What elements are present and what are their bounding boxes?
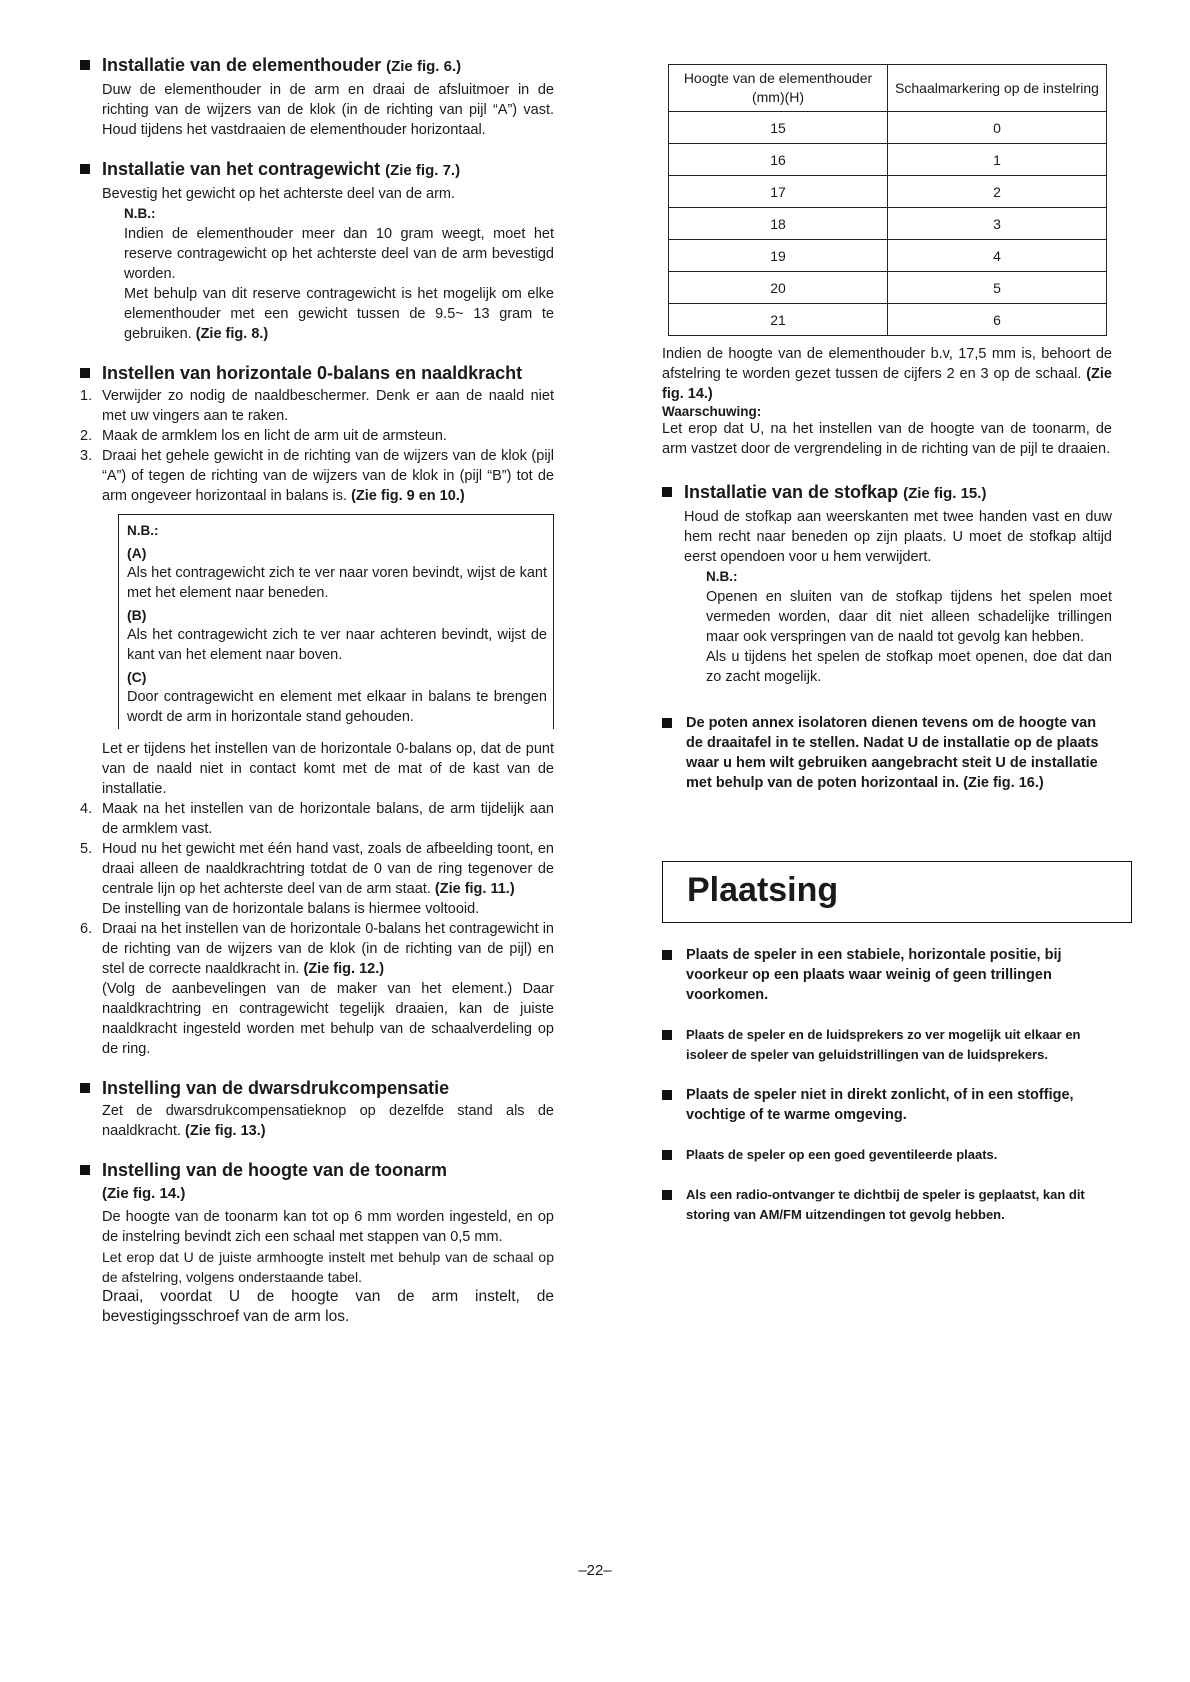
list-item: 5. Houd nu het gewicht met één hand vast, zoals de afbeelding toont, en draai alleen de naaldkrachtring totdat de 0 van de ring tegenover de centrale lijn op het achterste deel van de arm staat. (Zie fig. 11.) De instelling van de horizontale balans is hiermee voltooid. [80,841,554,917]
nb-text: Als u tijdens het spelen de stofkap moet openen, doe dat dan zo zacht mogelijk. [706,649,1112,685]
nb-text: Met behulp van dit reserve contragewicht is het mogelijk om elke elementhouder met een gewicht tussen de 9.5~ 13 gram te gebruiken. (Zie fig. 8.) [124,286,554,342]
nb-text: Indien de elementhouder meer dan 10 gram weegt, moet het reserve contragewicht op het achterste deel van de arm bevestigd worden. [124,226,554,282]
section-heading: Instelling van de dwarsdrukcompensatie [80,1077,554,1099]
fig-ref: (Zie fig. 12.) [303,961,385,977]
section-heading: Instelling van de hoogte van de toonarm (Zie fig. 14.) [80,1159,554,1205]
table-row: 16 1 [669,144,1107,176]
height-table [668,64,1107,336]
section-toonarm-hoogte [80,1159,554,1327]
nb-sub-label: (B) [127,607,147,623]
nb-sub-label: (A) [127,545,147,561]
nb-box [118,514,554,729]
steps-list [80,386,554,506]
warning-label: Waarschuwing: [662,404,762,419]
nb-label: N.B.: [127,523,159,538]
table-header: Schaalmarkering op de instelring [888,65,1107,112]
nb-text: Als het contragewicht zich te ver naar achteren bevindt, wijst de kant van het element naar boven. [127,627,547,663]
table-header: Hoogte van de elementhouder (mm)(H) [669,65,888,112]
table-row: 19 4 [669,240,1107,272]
poten-note: De poten annex isolatoren dienen tevens om de hoogte van de draaitafel in te stellen. Nadat U de installatie op de plaats waar u hem wilt gebruiken aangebracht steit U de installatie met behulp van de poten horizontaal in. (Zie fig. 16.) [662,713,1112,793]
fig-ref: (Zie fig. 11.) [434,881,515,897]
section-text: Bevestig het gewicht op het achterste deel van de arm. [102,186,456,202]
list-item: 6. Draai na het instellen van de horizontale 0-balans het contragewicht in de richting van de wijzers van de klok (in de richting van de pijl) en stel de correcte naaldkracht in. (Zie fig. 12.) (Volg de aanbevelingen van de maker van het element.) Daar naaldkrachtring en contragewicht tegelijk draaien, kan de juiste naaldkracht ingesteld worden met behulp van de schaalverdeling op de ring. [80,921,554,1057]
nb-label: N.B.: [124,206,156,221]
fig-ref: (Zie fig. 8.) [195,326,269,342]
table-row: 20 5 [669,272,1107,304]
fig-ref: (Zie fig. 15.) [903,485,987,502]
table-row: 18 3 [669,208,1107,240]
right-column [662,64,1112,1245]
plaatsing-item: Plaats de speler en de luidsprekers zo ver mogelijk uit elkaar en isoleer de speler van geluidstrillingen van de luidsprekers. [662,1025,1112,1065]
section-heading: Installatie van de elementhouder (Zie fig. 6.) [80,54,554,78]
page-number: –22– [578,1562,612,1579]
section-horizontale-balans [80,362,554,1059]
table-row: 17 2 [669,176,1107,208]
section-text: Let er tijdens het instellen van de horizontale 0-balans op, dat de punt van de naald niet in contact komt met de mat of de kast van de installatie. [102,741,554,797]
plaatsing-title: Plaatsing [687,871,839,909]
section-text: Houd de stofkap aan weerskanten met twee handen vast en duw hem recht naar beneden op zijn plaats. U moet de stofkap altijd eerst opendoen voor u hem verwijdert. [684,509,1112,565]
section-dwarsdruk [80,1077,554,1141]
section-stofkap [662,481,1112,687]
section-text: Let erop dat U de juiste armhoogte instelt met behulp van de schaal op de afstelring, volgens onderstaande tabel. [102,1249,554,1285]
plaatsing-item: Plaats de speler op een goed geventileerde plaats. [662,1145,1112,1165]
fig-ref: (Zie fig. 9 en 10.) [351,488,465,504]
section-contragewicht [80,158,554,344]
plaatsing-heading-box [662,861,1132,923]
section-heading: Instellen van horizontale 0-balans en naaldkracht [80,362,554,384]
table-row: 21 6 [669,304,1107,336]
nb-text: Als het contragewicht zich te ver naar voren bevindt, wijst de kant met het element naar beneden. [127,565,547,601]
nb-sub-label: (C) [127,669,147,685]
table-note: Indien de hoogte van de elementhouder b.v, 17,5 mm is, behoort de afstelring te worden gezet tussen de cijfers 2 en 3 op de schaal. (Zie fig. 14.) Waarschuwing: Let erop dat U, na het instellen van de hoogte van de toonarm, de arm vastzet door de vergrendeling in de richting van de pijl te draaien. [662,346,1112,457]
section-heading: Installatie van het contragewicht (Zie fig. 7.) [80,158,554,182]
fig-ref: (Zie fig. 7.) [385,162,461,179]
steps-list [80,799,554,1059]
fig-ref: (Zie fig. 14.) [662,366,1112,402]
list-item: 2. Maak de armklem los en licht de arm uit de armsteun. [80,428,447,444]
fig-ref: (Zie fig. 14.) [102,1185,186,1202]
list-item: 3. Draai het gehele gewicht in de richting van de wijzers van de klok (pijl “A”) of tegen de richting van de wijzers van de klok in (pijl “B”) tot de arm ongeveer horizontaal in balans is. (Zie fig. 9 en 10.) [80,448,554,504]
list-item: 1. Verwijder zo nodig de naaldbeschermer. Denk er aan de naald niet met uw vingers aan te raken. [80,388,554,424]
plaatsing-item: Als een radio-ontvanger te dichtbij de speler is geplaatst, kan dit storing van AM/FM uitzendingen tot gevolg hebben. [662,1185,1112,1225]
left-column [80,54,554,1345]
list-item: 4. Maak na het instellen van de horizontale balans, de arm tijdelijk aan de armklem vast. [80,801,554,837]
nb-text: Door contragewicht en element met elkaar in balans te brengen wordt de arm in horizontale stand gehouden. [127,689,547,725]
section-elementhouder [80,54,554,140]
fig-ref: (Zie fig. 13.) [185,1123,266,1139]
fig-ref: (Zie fig. 6.) [386,58,462,75]
plaatsing-item: Plaats de speler in een stabiele, horizontale positie, bij voorkeur op een plaats waar weinig of geen trillingen voorkomen. [662,945,1112,1005]
section-text: Duw de elementhouder in de arm en draai de afsluitmoer in de richting van de wijzers van de klok (in de richting van pijl “A”) vast. Houd tijdens het vastdraaien de elementhouder horizontaal. [102,82,554,138]
nb-text: Openen en sluiten van de stofkap tijdens het spelen moet vermeden worden, daar dit niet alleen schadelijke trillingen maar ook verspringen van de naald tot gevolg kan hebben. [706,589,1112,645]
section-text: De hoogte van de toonarm kan tot op 6 mm worden ingesteld, en op de instelring bevindt zich een schaal met stappen van 0,5 mm. [102,1209,554,1245]
section-heading: Installatie van de stofkap (Zie fig. 15.) [662,481,1112,505]
warning-text: Let erop dat U, na het instellen van de hoogte van de toonarm, de arm vastzet door de vergrendeling in de richting van de pijl te draaien. [662,421,1112,457]
section-text: Zet de dwarsdrukcompensatieknop op dezelfde stand als de naaldkracht. (Zie fig. 13.) [102,1103,554,1139]
section-text: Draai, voordat U de hoogte van de arm instelt, de bevestigingsschroef van de arm los. [102,1288,554,1325]
table-row: 15 0 [669,112,1107,144]
plaatsing-item: Plaats de speler niet in direkt zonlicht, of in een stoffige, vochtige of te warme omgeving. [662,1085,1112,1125]
nb-label: N.B.: [706,569,738,584]
